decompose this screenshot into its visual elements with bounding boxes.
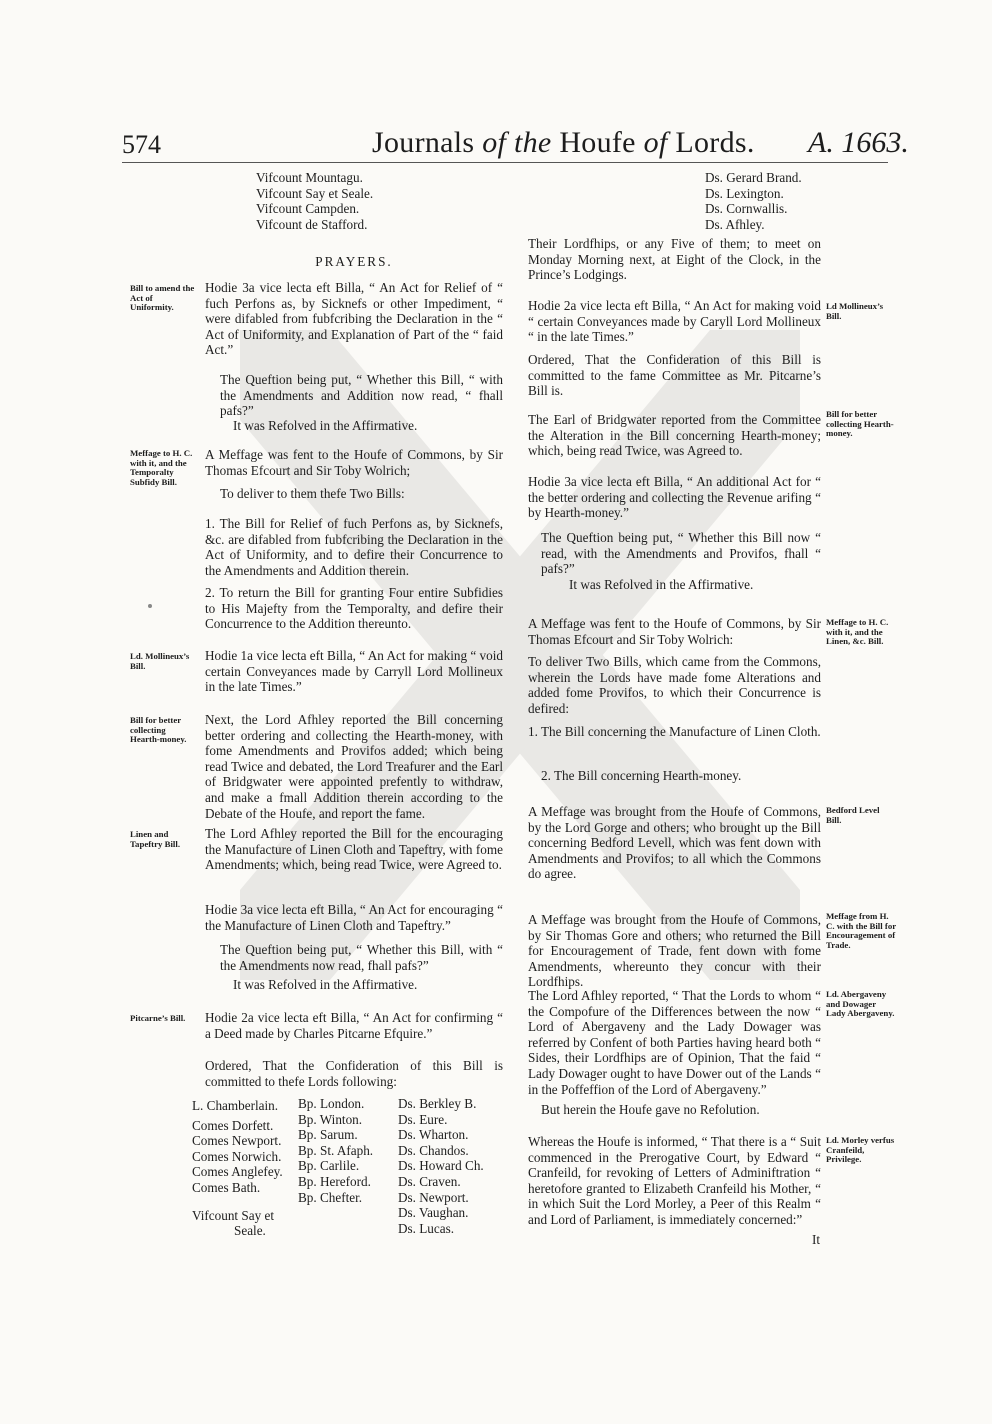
margin-note: Meffage to H. C. with it, and the Temporalty Subfidy Bill.	[130, 448, 193, 487]
lords-column-2	[298, 1096, 394, 1205]
page-number: 574	[122, 130, 161, 159]
paragraph: The Lord Afhley reported the Bill for the encouraging the Manufacture of Linen Cloth and Tapeftry, with fome Amendments; which, being read Twice, were Agreed to.	[205, 826, 503, 873]
paragraph: The Earl of Bridgwater reported from the Committee the Alteration in the Bill concerning Hearth-money; which, being read Twice, was Agreed to.	[528, 412, 821, 459]
resolution: It was Refolved in the Affirmative.	[233, 418, 418, 433]
paragraph: A Meffage was fent to the Houfe of Commons, by Sir Thomas Efcourt and Sir Toby Wolrich;	[205, 447, 503, 478]
list-item: Bp. Winton.	[298, 1111, 363, 1127]
question: The Queftion being put, “ Whether this Bill, “ with the Amendments and Addition now read, “ fhall pafs?”	[220, 372, 503, 419]
paragraph: Next, the Lord Afhley reported the Bill concerning better ordering and collecting the Hearth-money, with fome Amendments and Provifos added; which being read Twice and debated, the Lord Treafurer and the Earl of Bridgwater were appointed prefently to withdraw, and make a fmall Addition therein according to the Debate of the Houfe, and report the fame.	[205, 712, 503, 821]
list-item: Bp. Carlile.	[298, 1158, 360, 1174]
list-item: Ds. Berkley B.	[398, 1096, 477, 1111]
list-item: Vifcount Mountagu.	[256, 170, 363, 185]
paragraph: Ordered, That the Confideration of this Bill is committed to the fame Committee as Mr. Pitcarne’s Bill is.	[528, 352, 821, 399]
resolution: It was Refolved in the Affirmative.	[233, 977, 418, 992]
list-item: Vifcount Campden.	[256, 201, 360, 217]
list-item: Ds. Newport.	[398, 1189, 469, 1205]
list-item: Ds. Craven.	[398, 1173, 461, 1189]
margin-note: Pitcarne’s Bill.	[130, 1013, 186, 1023]
paragraph: 1. The Bill concerning the Manufacture of Linen Cloth.	[528, 724, 821, 739]
paragraph: 1. The Bill for Relief of fuch Perfons as, by Sicknefs, &c. are difabled from fubfcribing the Declaration in the Act of Uniformity, and to defire their Concurrence to the Amendments and Addition therein.	[205, 516, 503, 578]
list-item: Ds. Chandos.	[398, 1142, 469, 1158]
paragraph: Hodie 3a vice lecta eft Billa, “ An additional Act for “ the better ordering and collecting the Revenue arifing “ by Hearth-money.”	[528, 474, 821, 521]
margin-note: Meffage to H. C. with it, and the Linen, &c. Bill.	[826, 617, 889, 647]
paragraph: Hodie 1a vice lecta eft Billa, “ An Act for making “ void certain Conveyances made by Carryll Lord Mollineux in the late Times.”	[205, 648, 503, 695]
catchword: It	[812, 1232, 821, 1247]
lords-column-3	[398, 1096, 503, 1236]
paragraph: A Meffage was brought from the Houfe of Commons, by Sir Thomas Gore and others; who returned the Bill for Encouragement of Trade, fent down with fome Amendments, whereunto they concur with their Lordfhips.	[528, 912, 821, 990]
list-item: Ds. Lucas.	[398, 1220, 455, 1236]
list-item: Ds. Vaughan.	[398, 1205, 469, 1221]
list-item: Bp. Chefter.	[298, 1189, 363, 1205]
margin-note: Ld. Morley verfus Cranfeild, Privilege.	[826, 1135, 895, 1165]
list-item: Comes Anglefey.	[192, 1164, 283, 1180]
paragraph: Their Lordfhips, or any Five of them; to meet on Monday Morning next, at Eight of the Clock, in the Prince’s Lodgings.	[528, 236, 821, 283]
list-item: Comes Newport.	[192, 1133, 282, 1149]
paragraph: Hodie 3a vice lecta eft Billa, “ An Act for encouraging “ the Manufacture of Linen Cloth and Tapeftry.”	[205, 902, 503, 933]
header-rule	[122, 162, 888, 163]
list-item: Seale.	[234, 1223, 266, 1239]
margin-note: Ld. Abergaveny and Dowager Lady Abergaveny.	[826, 989, 895, 1019]
resolution: It was Refolved in the Affirmative.	[569, 577, 754, 592]
list-item: Ds. Eure.	[398, 1111, 448, 1127]
list-item: Comes Bath.	[192, 1179, 261, 1195]
margin-note: Linen and Tapeftry Bill.	[130, 829, 181, 849]
list-item: Ds. Cornwallis.	[705, 201, 788, 217]
prayers-heading: PRAYERS.	[315, 254, 393, 269]
year: A. 1663.	[808, 126, 909, 159]
paragraph: Hodie 2a vice lecta eft Billa, “ An Act for making void “ certain Conveyances made by Caryll Lord Mollineux “ in the late Times.”	[528, 298, 821, 345]
paragraph: A Meffage was brought from the Houfe of Commons, by the Lord Gorge and others; who brought up the Bill concerning Bedford Levell, which was fent down with Amendments and Provifos; to all which the Commons do agree.	[528, 804, 821, 882]
paragraph: Whereas the Houfe is informed, “ That there is a “ Suit commenced in the Prerogative Court, by Edward “ Cranfeild, for revoking of Letters of Adminiftration “ heretofore granted to Elizabeth Cranfeild his Mother, “ in which Suit the Lord Morley, a Peer of this Realm “ and Lord of Parliament, is immediately concerned:”	[528, 1134, 821, 1227]
list-item: Bp. London.	[298, 1096, 365, 1111]
list-item: Bp. Hereford.	[298, 1173, 371, 1189]
margin-note: Bill to amend the Act of Uniformity.	[130, 283, 195, 313]
list-item: Ds. Lexington.	[705, 185, 784, 201]
list-item: Comes Dorfett.	[192, 1117, 274, 1133]
paragraph: 2. To return the Bill for granting Four entire Subfidies to His Majefty from the Temporalty, and defire their Concurrence to the Addition thereunto.	[205, 585, 503, 632]
paragraph: Hodie 2a vice lecta eft Billa, “ An Act for confirming “ a Deed made by Charles Pitcarne Efquire.”	[205, 1010, 503, 1041]
list-item: Comes Norwich.	[192, 1148, 282, 1164]
paragraph: To deliver to them thefe Two Bills:	[220, 486, 405, 501]
list-item: Vifcount Say et Seale.	[256, 185, 374, 201]
top-left-names	[256, 170, 373, 232]
question: The Queftion being put, “ Whether this Bill, with “ the Amendments now read, fhall pafs?”	[220, 942, 503, 973]
list-item: Ds. Gerard Brand.	[705, 170, 802, 185]
paragraph: Hodie 3a vice lecta eft Billa, “ An Act for Relief of “ fuch Perfons as, by Sicknefs or other Impediment, “ were difabled from fubfcribing the Declaration in the “ Act of Uniformity, and Explanation of Part of the “ faid Act.”	[205, 280, 503, 358]
margin-note: Meffage from H. C. with the Bill for Encouragement of Trade.	[826, 911, 896, 950]
journal-title: Journals of the Houfe of Lords.	[372, 126, 755, 159]
paragraph: 2. The Bill concerning Hearth-money.	[541, 768, 742, 783]
margin-note: Bill for better collecting Hearth-money.	[826, 409, 894, 439]
lords-column-1	[192, 1098, 296, 1239]
paragraph: The Lord Afhley reported, “ That the Lords to whom “ the Compofure of the Differences between the now “ Lord of Abergaveny and the Lady Dowager was referred by Confent of both Parties having heard both “ Sides, their Lordfhips are of Opinion, That the faid “ Lady Dowager ought to have Dower out of the Lands “ in the Poffeffion of the Lord of Abergaveny.”	[528, 988, 821, 1097]
ink-dot	[148, 604, 152, 608]
list-item: Vifcount Say et	[192, 1207, 274, 1223]
margin-note: Bill for better collecting Hearth-money.	[130, 715, 187, 745]
margin-note: Ld. Mollineux’s Bill.	[130, 651, 190, 671]
margin-note: Bedford Level Bill.	[826, 805, 880, 825]
paragraph: But herein the Houfe gave no Refolution.	[541, 1102, 760, 1117]
paragraph: Ordered, That the Confideration of this Bill is committed to thefe Lords following:	[205, 1058, 503, 1089]
question: The Queftion being put, “ Whether this Bill now “ read, with the Amendments and Provifos, fhall “ pafs?”	[541, 530, 821, 577]
list-item: Bp. Sarum.	[298, 1127, 358, 1143]
paragraph: A Meffage was fent to the Houfe of Commons, by Sir Thomas Efcourt and Sir Toby Wolrich:	[528, 616, 821, 647]
list-item: Vifcount de Stafford.	[256, 216, 368, 232]
list-item: Ds. Howard Ch.	[398, 1158, 484, 1174]
list-item: Bp. St. Afaph.	[298, 1142, 374, 1158]
paragraph: To deliver Two Bills, which came from the Commons, wherein the Lords have made fome Alterations and added fome Provifos, to which their Concurrence is defired:	[528, 654, 821, 716]
top-right-names	[705, 170, 802, 232]
list-item: Ds. Afhley.	[705, 216, 765, 232]
list-item: L. Chamberlain.	[192, 1098, 279, 1113]
margin-note: Ld Mollineux’s Bill.	[826, 301, 884, 321]
list-item: Ds. Wharton.	[398, 1127, 469, 1143]
